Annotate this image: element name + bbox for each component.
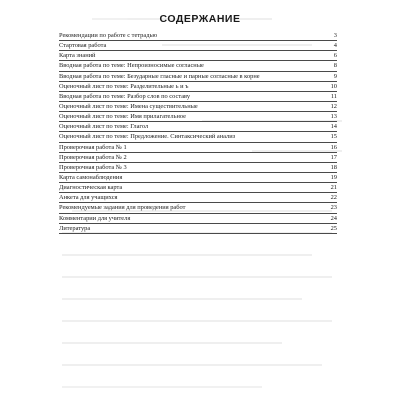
toc-entry <box>59 102 337 112</box>
toc-entry-title: Литература <box>59 224 91 232</box>
toc-entry-page-number: 22 <box>330 194 337 202</box>
toc-entry-title: Стартовая работа <box>59 42 107 50</box>
toc-entry-title: Вводная работа по теме: Непроизносимые согласные <box>59 62 204 70</box>
toc-entry-page-number: 12 <box>330 102 337 110</box>
toc-entry-page-number: 23 <box>330 204 337 212</box>
toc-entry-page-number: 11 <box>330 92 337 100</box>
toc-entry <box>59 51 337 61</box>
toc-entry <box>59 153 337 163</box>
toc-entry-page-number: 17 <box>330 153 337 161</box>
toc-entry <box>59 193 337 203</box>
toc-entry-page-number: 19 <box>330 173 337 181</box>
toc-entry-title: Проверочная работа № 3 <box>59 163 127 171</box>
toc-entry <box>59 112 337 122</box>
toc-entry-title: Оценочный лист по теме: Предложение. Синтаксический анализ <box>59 133 236 141</box>
toc-entry-title: Карта самонаблюдения <box>59 173 123 181</box>
toc-entry <box>59 72 337 82</box>
toc-entry <box>59 41 337 51</box>
toc-entry-title: Вводная работа по теме: Безударные гласные и парные согласные в корне <box>59 72 260 80</box>
toc-entry-title: Проверочная работа № 1 <box>59 143 127 151</box>
toc-entry-page-number: 15 <box>330 133 337 141</box>
toc-entry-page-number: 24 <box>330 214 337 222</box>
toc-entry <box>59 122 337 132</box>
toc-entry-page-number: 9 <box>333 72 337 80</box>
toc-entry <box>59 132 337 142</box>
toc-entry <box>59 224 337 234</box>
toc-entry-title: Вводная работа по теме: Разбор слов по составу <box>59 92 191 100</box>
toc-entry <box>59 214 337 224</box>
toc-entry-page-number: 3 <box>333 32 337 39</box>
toc-entry <box>59 82 337 92</box>
toc-entry-title: Карта знаний <box>59 52 96 60</box>
toc-entry-page-number: 14 <box>330 123 337 131</box>
toc-entry-title: Оценочный лист по теме: Разделительные ь и ъ <box>59 82 189 90</box>
toc-entry-page-number: 25 <box>330 224 337 232</box>
toc-entry <box>59 183 337 193</box>
toc-entry <box>59 143 337 153</box>
toc-entry <box>59 61 337 71</box>
page-title: СОДЕРЖАНИЕ <box>159 13 241 25</box>
toc-entry-title: Оценочный лист по теме: Глагол <box>59 123 149 131</box>
toc-entry-page-number: 18 <box>330 163 337 171</box>
toc-entry-page-number: 8 <box>333 62 337 70</box>
toc-entry-page-number: 13 <box>330 113 337 121</box>
toc-entry-title: Рекомендуемые задания для проведения работ <box>59 204 186 212</box>
toc-entry-title: Комментарии для учителя <box>59 214 131 222</box>
toc-entry-page-number: 21 <box>330 184 337 192</box>
toc-entry-title: Оценочный лист по теме: Имя прилагательное <box>59 113 187 121</box>
toc-entry-page-number: 16 <box>330 143 337 151</box>
toc-entry-title: Анкета для учащихся <box>59 194 118 202</box>
toc-entry <box>59 173 337 183</box>
toc-entry-title: Оценочный лист по теме: Имена существительные <box>59 102 198 110</box>
toc-entry-page-number: 4 <box>333 42 337 50</box>
toc-entry <box>59 203 337 213</box>
toc-entry <box>59 31 337 41</box>
toc-entry-page-number: 6 <box>333 52 337 60</box>
toc-entry-title: Диагностическая карта <box>59 184 123 192</box>
toc-entry-page-number: 10 <box>330 82 337 90</box>
toc-entry-title: Проверочная работа № 2 <box>59 153 127 161</box>
toc-entry-title: Рекомендации по работе с тетрадью <box>59 32 158 39</box>
toc-entry <box>59 92 337 102</box>
toc-entry <box>59 163 337 173</box>
table-of-contents <box>59 31 337 234</box>
